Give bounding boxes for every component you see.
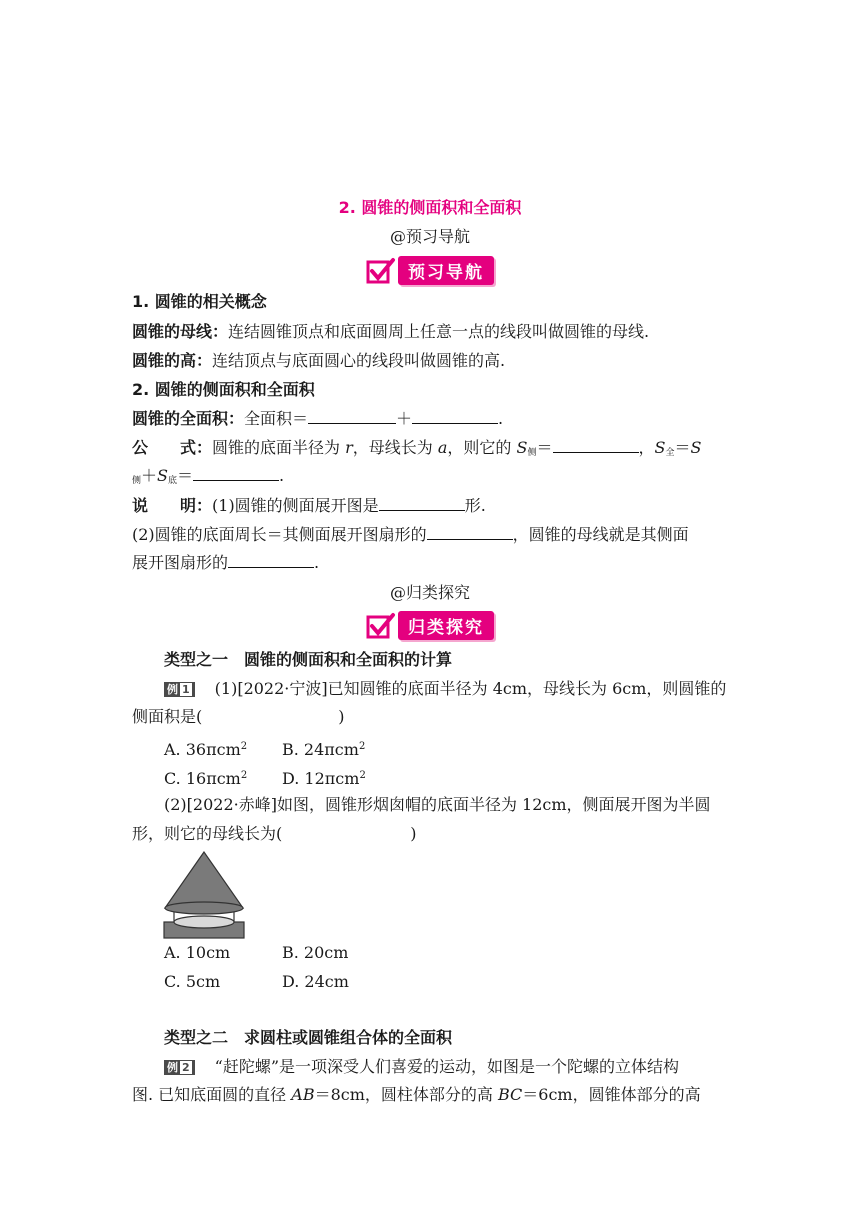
example-1-text-b: 侧面积是( (132, 707, 203, 726)
var-a: a (437, 438, 448, 457)
example-2-line-2 (132, 1081, 732, 1109)
ex2-text-3: ＝6cm，圆锥体部分的高 (522, 1085, 701, 1104)
comma: ， (638, 438, 655, 457)
example-1-q2-line-2 (132, 820, 732, 848)
q2-option-a[interactable]: A. 10cm (164, 943, 231, 962)
sup-2: 2 (359, 770, 366, 781)
var-S: S (690, 438, 702, 457)
sub-side: 侧 (527, 448, 537, 458)
check-icon (366, 612, 396, 640)
def-generatrix: 连结圆锥顶点和底面圆周上任意一点的线段叫做圆锥的母线. (228, 322, 650, 341)
option-a-text: A. 36πcm (164, 740, 241, 759)
plus-2: ＋ (141, 466, 158, 485)
formula-text-c: ，则它的 (447, 438, 517, 457)
example-2-text: “赶陀螺”是一项深受人们喜爱的运动，如图是一个陀螺的立体结构 (198, 1057, 680, 1076)
var-r: r (345, 438, 353, 457)
banner-explore (366, 611, 494, 640)
example-number: 2 (182, 1061, 190, 1074)
example-1-q2-line-1: (2)[2022·赤峰]如图，圆锥形烟囱帽的底面半径为 12cm，侧面展开图为半圆 (164, 795, 711, 814)
option-b-text: B. 24πcm (282, 740, 359, 759)
para-total-area (132, 405, 732, 433)
plus-sign: ＋ (396, 409, 413, 428)
example-1-text: (1)[2022·宁波]已知圆锥的底面半径为 4cm，母线长为 6cm，则圆锥的 (198, 679, 727, 698)
heading-concepts: 1. 圆锥的相关概念 (132, 292, 267, 311)
para-formula-cont (132, 462, 732, 495)
note-2-text: (2)圆锥的底面周长＝其侧面展开图扇形的 (132, 525, 427, 544)
formula-text-b: ，母线长为 (352, 438, 438, 457)
q2-text-b: 形，则它的母线长为( (132, 824, 283, 843)
sup-2: 2 (358, 741, 366, 752)
note-1-text: (1)圆锥的侧面展开图是 (212, 496, 379, 515)
chimney-cap-figure (160, 850, 256, 940)
banner-preview-text: 预习导航 (398, 256, 494, 285)
cone-base-edge (165, 902, 243, 914)
check-icon (366, 257, 396, 285)
sub-side-2: 侧 (132, 476, 142, 486)
q2-option-b[interactable]: B. 20cm (282, 943, 349, 962)
note-2-cont-text: 展开图扇形的 (132, 553, 229, 572)
q2-option-c[interactable]: C. 5cm (164, 972, 221, 991)
banner-explore-text: 归类探究 (398, 611, 494, 640)
term-height: 圆锥的高： (132, 351, 213, 370)
para-note-2-cont (132, 549, 732, 577)
para-note-1 (132, 492, 732, 520)
var-BC: BC (497, 1085, 523, 1104)
example-label: 例 (167, 683, 178, 696)
option-b[interactable] (282, 733, 365, 764)
term-note: 说 明： (132, 496, 213, 515)
term-formula: 公 式： (132, 438, 213, 457)
var-S-side: S (516, 438, 528, 457)
blank-3[interactable] (553, 434, 639, 453)
para-generatrix (132, 318, 732, 346)
def-height: 连结顶点与底面圆心的线段叫做圆锥的高. (212, 351, 506, 370)
paren-close: ) (338, 707, 345, 726)
equals: ＝ (536, 438, 553, 457)
blank-6[interactable] (427, 521, 513, 540)
para-height (132, 347, 732, 375)
section-title: 2. 圆锥的侧面积和全面积 (338, 198, 522, 217)
chimney-opening (174, 916, 234, 928)
nav-label-preview: @预习导航 (389, 227, 470, 246)
formula-text-a: 圆锥的底面半径为 (212, 438, 346, 457)
example-1-line-2 (132, 703, 732, 731)
example-1-tag (164, 682, 195, 697)
type-1-heading: 类型之一 圆锥的侧面积和全面积的计算 (164, 650, 453, 669)
var-AB: AB (291, 1085, 315, 1104)
example-1-line-1 (164, 675, 764, 703)
note-1-end: 形. (464, 496, 486, 515)
example-number: 1 (182, 683, 190, 696)
equals-2: ＝ (674, 438, 691, 457)
heading-areas: 2. 圆锥的侧面积和全面积 (132, 380, 315, 399)
example-2-line-1 (164, 1053, 732, 1081)
nav-label-explore: @归类探究 (389, 583, 470, 602)
equals-3: ＝ (177, 466, 194, 485)
option-c[interactable] (164, 762, 247, 793)
example-label: 例 (167, 1061, 178, 1074)
term-generatrix: 圆锥的母线： (132, 322, 229, 341)
sup-2: 2 (240, 770, 248, 781)
sub-base: 底 (168, 476, 178, 486)
ex2-text-1: 图. 已知底面圆的直径 (132, 1085, 292, 1104)
paren-close-2: ) (410, 824, 417, 843)
option-a[interactable] (164, 733, 247, 764)
para-note-2 (132, 521, 732, 549)
var-S-base: S (157, 466, 168, 485)
option-d[interactable] (282, 762, 366, 793)
cone-shape (165, 852, 243, 908)
text-total-area: 全面积＝ (244, 409, 309, 428)
option-d-text: D. 12πcm (282, 769, 360, 788)
var-S-total: S (654, 438, 666, 457)
blank-2[interactable] (412, 405, 498, 424)
blank-7[interactable] (228, 549, 314, 568)
blank-4[interactable] (193, 462, 279, 481)
type-2-heading: 类型之二 求圆柱或圆锥组合体的全面积 (164, 1028, 453, 1047)
period-3: . (314, 553, 320, 572)
example-2-tag (164, 1060, 195, 1075)
ex2-text-2: ＝8cm，圆柱体部分的高 (314, 1085, 498, 1104)
term-total-area: 圆锥的全面积： (132, 409, 245, 428)
banner-preview (366, 256, 494, 285)
sub-total: 全 (665, 448, 675, 458)
option-c-text: C. 16πcm (164, 769, 241, 788)
note-2-text-b: ，圆锥的母线就是其侧面 (512, 525, 689, 544)
period-2: . (279, 466, 285, 485)
q2-option-d[interactable]: D. 24cm (282, 972, 349, 991)
period: . (498, 409, 504, 428)
sup-2: 2 (240, 741, 248, 752)
blank-1[interactable] (308, 405, 396, 424)
blank-5[interactable] (379, 492, 465, 511)
